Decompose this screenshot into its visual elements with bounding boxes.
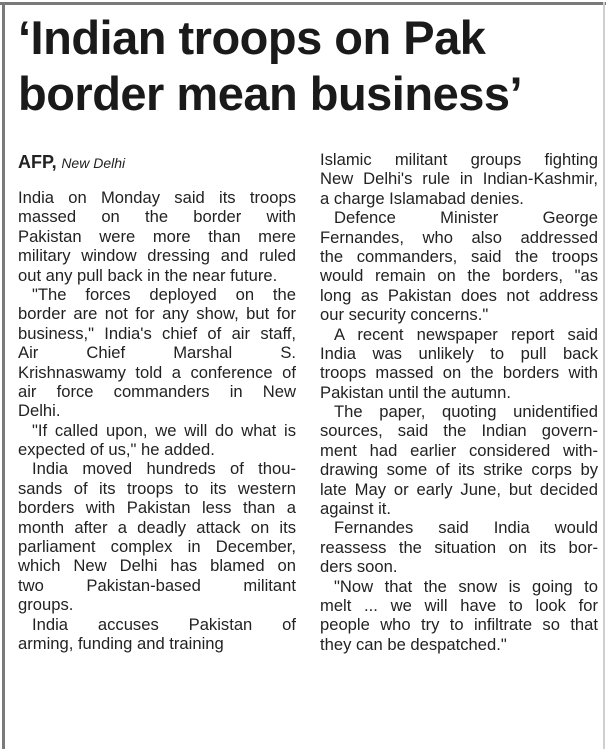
headline (18, 10, 598, 122)
article-line: ment had earlier considered with- (320, 440, 598, 460)
article-line: sources, said the Indian govern- (320, 421, 598, 441)
left-column-lines (18, 188, 296, 653)
article-line: melt ... we will have to look for (320, 595, 598, 615)
article-line: border are not for any show, but for (18, 304, 296, 324)
article-line: Delhi. (18, 401, 61, 421)
article-line: parliament complex in December, (18, 537, 296, 557)
article-line: which New Delhi has blamed on (18, 556, 296, 576)
article-line: Fernandes, who also addressed (320, 227, 598, 247)
article-line: India was unlikely to pull back (320, 343, 598, 363)
right-border-rule (603, 2, 605, 749)
article-line: India accuses Pakistan of (32, 614, 296, 634)
headline-line-2: border mean business’ (18, 67, 523, 120)
article-line: India moved hundreds of thou- (32, 459, 296, 479)
article-line: people who try to infiltrate so that (320, 615, 598, 635)
byline-location: New Delhi (61, 155, 126, 171)
article-line: "Now that the snow is going to (334, 576, 598, 596)
article-line: Fernandes said India would (334, 518, 598, 538)
article-line: sands of its troops to its western (18, 478, 296, 498)
article-line: arming, funding and training (18, 633, 224, 653)
article-line: business," India's chief of air staff, (18, 323, 296, 343)
top-border-rule (0, 2, 606, 5)
article-line: A recent newspaper report said (334, 324, 598, 344)
article-line: massed on the border with (18, 207, 296, 227)
article-line: groups. (18, 595, 74, 615)
article-line: month after a deadly attack on its (18, 517, 296, 537)
article-line: out any pull back in the near future. (18, 265, 278, 285)
article-line: India on Monday said its troops (18, 188, 296, 207)
article-line: troops massed on the borders with (320, 363, 598, 383)
article-line: late May or early June, but decided (320, 479, 598, 499)
article-line: ders soon. (320, 557, 398, 577)
article-line: long as Pakistan does not address (320, 285, 598, 305)
article-line: military window dressing and ruled (18, 246, 296, 266)
article-line: the commanders, said the troops (320, 246, 598, 266)
article-column-left (18, 150, 296, 653)
article-line: drawing some of its strike corps by (320, 460, 598, 480)
article-line: Islamic militant groups fighting (320, 150, 598, 169)
left-border-rule (2, 2, 5, 749)
article-line: they can be despatched." (320, 634, 507, 654)
article-line: Defence Minister George (334, 208, 598, 228)
article-line: Air Chief Marshal S. (18, 343, 296, 363)
article-column-right (320, 150, 598, 654)
article-line: air force commanders in New (18, 381, 296, 401)
article-line: "If called upon, we will do what is (32, 420, 296, 440)
article-line: Pakistan were more than mere (18, 226, 296, 246)
article-line: a charge Islamabad denies. (320, 188, 524, 208)
article-line: expected of us," he added. (18, 440, 215, 460)
byline (18, 150, 296, 174)
article-line: reassess the situation on its bor- (320, 537, 598, 557)
article-line: two Pakistan-based militant (18, 575, 296, 595)
article-line: borders with Pakistan less than a (18, 498, 296, 518)
article-line: Pakistan until the autumn. (320, 382, 511, 402)
article-line: our security concerns." (320, 305, 489, 325)
headline-line-1: ‘Indian troops on Pak (18, 11, 486, 64)
article-line: New Delhi's rule in Indian-Kashmir, (320, 169, 598, 189)
article-line: "The forces deployed on the (32, 284, 296, 304)
article-line: against it. (320, 499, 392, 519)
article-line: Krishnaswamy told a conference of (18, 362, 296, 382)
article-line: would remain on the borders, "as (320, 266, 598, 286)
byline-source: AFP, (18, 152, 57, 172)
right-column-lines (320, 150, 598, 654)
article-line: The paper, quoting unidentified (334, 402, 598, 422)
